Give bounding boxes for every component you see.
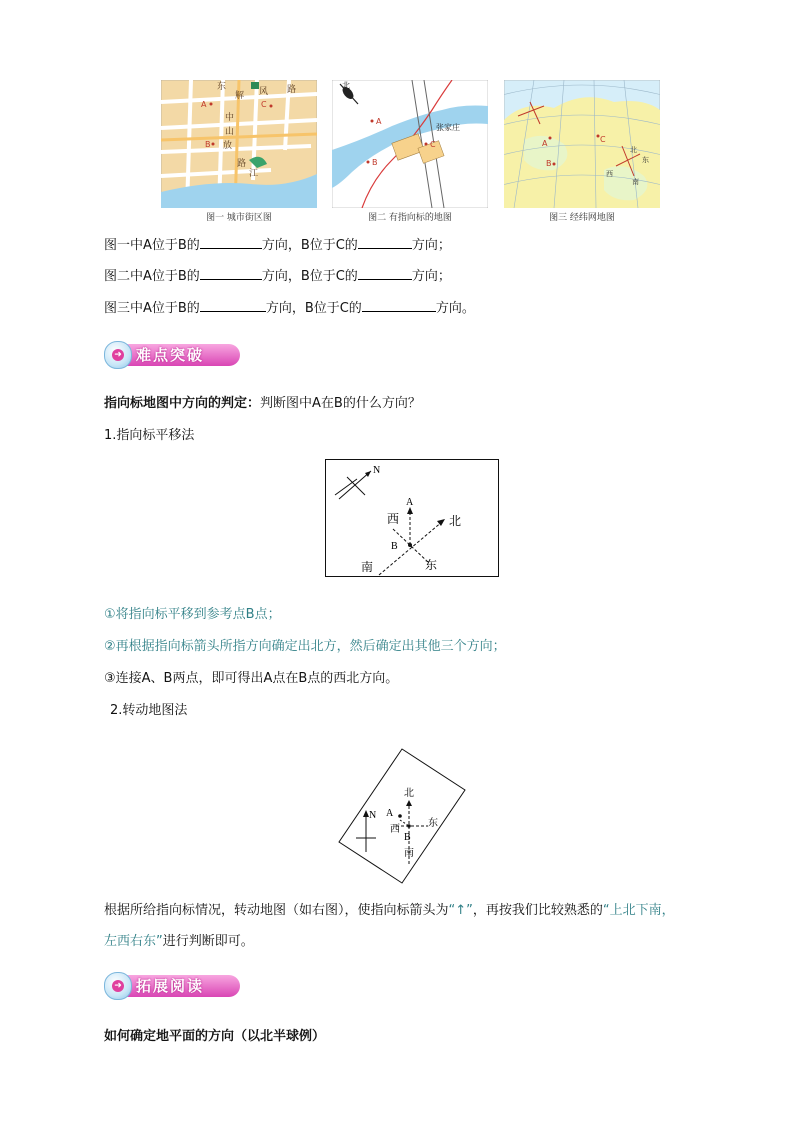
question-text: 方向；	[411, 269, 451, 284]
diagram2-north-label: 北	[404, 788, 414, 799]
arrow-right-icon: ➜	[112, 349, 124, 361]
fig3-point-a	[549, 137, 552, 140]
figure-city-street-map	[161, 80, 317, 208]
diagram2-n-label: N	[369, 810, 377, 821]
question-line	[104, 265, 451, 284]
section-banner-extended-reading	[104, 972, 240, 998]
banner-circle	[104, 972, 132, 1000]
step-3: ③连接A、B两点，即可得出A点在B点的西北方向。	[104, 671, 399, 686]
question-text: 方向。	[435, 301, 475, 316]
figure-caption: 图一 城市街区图	[206, 213, 272, 223]
reading-heading: 如何确定地平面的方向（以北半球例）	[104, 1029, 326, 1044]
fig1-point-c	[270, 105, 273, 108]
figure-direction-map	[332, 80, 488, 208]
paragraph-text: 进行判断即可。	[162, 934, 254, 949]
lead-bold: 指向标地图中方向的判定：	[104, 396, 261, 411]
method-title: 2.转动地图法	[110, 703, 188, 718]
explanation-line-1	[104, 899, 675, 918]
question-line	[104, 297, 475, 316]
diagram1-a-label: A	[406, 497, 414, 508]
section-lead	[104, 392, 421, 411]
fig3-point-b	[553, 163, 556, 166]
section-title: 拓展阅读	[136, 977, 205, 995]
diagram1-b-label: B	[391, 541, 398, 552]
diagram2-east-label: 东	[428, 818, 438, 829]
diagram1-north-label: 北	[449, 514, 462, 528]
question-text: 方向，B位于C的	[261, 238, 358, 253]
fig3-west-label: 西	[606, 170, 613, 178]
fig1-street-label: 路	[287, 85, 297, 95]
paragraph-text: 根据所给指向标情况，转动地图（如右图），使指向标箭头为	[104, 903, 449, 918]
paragraph-highlight: 左西右东”	[104, 934, 163, 949]
fig1-street-label: 放	[223, 141, 233, 151]
question-text: 方向，B位于C的	[265, 301, 362, 316]
fig2-village-label: 张家庄	[436, 123, 460, 132]
fig2-point-a	[371, 120, 374, 123]
diagram2-south-label: 南	[404, 848, 414, 859]
fig3-label-a: A	[542, 139, 548, 148]
diagram-translation-method	[325, 459, 499, 577]
answer-blank[interactable]	[200, 298, 266, 312]
fig1-label-c: C	[261, 100, 267, 109]
paragraph-highlight: “上北下南，	[602, 903, 675, 918]
answer-blank[interactable]	[200, 235, 262, 249]
step-1: ①将指向标平移到参考点B点；	[104, 607, 281, 622]
question-text: 方向，B位于C的	[261, 269, 358, 284]
answer-blank[interactable]	[200, 266, 262, 280]
fig3-label-b: B	[546, 159, 552, 168]
diagram-rotate-method	[338, 748, 466, 884]
fig1-street-label: 路	[237, 159, 247, 169]
answer-blank[interactable]	[358, 235, 412, 249]
fig1-street-label: 中	[225, 113, 235, 123]
figure-caption: 图二 有指向标的地图	[368, 213, 452, 223]
figure-graticule-map	[504, 80, 660, 208]
fig2-label-c: C	[430, 140, 436, 149]
method-title: 1.指向标平移法	[104, 428, 195, 443]
section-banner-difficulty	[104, 341, 240, 367]
figure-caption: 图三 经纬网地图	[549, 213, 615, 223]
paragraph-text: ，再按我们比较熟悉的	[472, 903, 603, 918]
diagram1-east-label: 东	[425, 558, 438, 572]
diagram2-west-label: 西	[390, 824, 400, 835]
fig2-point-c	[425, 143, 428, 146]
fig1-label-a: A	[201, 100, 207, 109]
diagram1-south-label: 南	[361, 560, 374, 574]
step-2: ②再根据指向标箭头所指方向确定出北方，然后确定出其他三个方向；	[104, 639, 506, 654]
fig3-label-c: C	[600, 135, 606, 144]
question-text: 图三中A位于B的	[104, 301, 200, 316]
question-text: 图一中A位于B的	[104, 238, 200, 253]
diagram2-b-label: B	[404, 832, 411, 843]
diagram2-point-b	[407, 824, 411, 828]
lead-text: 判断图中A在B的什么方向？	[260, 396, 421, 411]
diagram1-west-label: 西	[387, 512, 400, 526]
section-title: 难点突破	[136, 346, 205, 364]
fig1-point-b	[212, 143, 215, 146]
fig1-point-a	[210, 103, 213, 106]
paragraph-highlight: “↑”	[448, 903, 473, 918]
fig2-point-b	[367, 161, 370, 164]
fig1-street-label: 风	[259, 87, 269, 97]
fig1-river-label: 江	[249, 169, 259, 179]
fig1-street-label: 山	[225, 127, 235, 137]
answer-blank[interactable]	[362, 298, 436, 312]
fig1-street-label: 解	[235, 91, 245, 101]
question-text: 图二中A位于B的	[104, 269, 200, 284]
diagram1-n-label: N	[373, 465, 381, 476]
fig2-label-a: A	[376, 117, 382, 126]
diagram2-a-label: A	[386, 808, 394, 819]
explanation-line-2	[104, 930, 254, 949]
arrow-right-icon: ➜	[112, 980, 124, 992]
question-text: 方向；	[411, 238, 451, 253]
answer-blank[interactable]	[358, 266, 412, 280]
fig2-label-b: B	[372, 158, 378, 167]
question-line	[104, 234, 451, 253]
fig3-north-label: 北	[630, 146, 637, 154]
fig3-south-label: 南	[632, 178, 639, 186]
fig1-label-b: B	[205, 140, 211, 149]
fig3-east-label: 东	[642, 156, 649, 164]
fig2-north-label: 北	[342, 81, 350, 90]
banner-circle	[104, 341, 132, 369]
fig1-street-label: 东	[217, 82, 227, 92]
diagram2-point-a	[398, 814, 402, 818]
diagram1-point-b	[408, 543, 412, 547]
